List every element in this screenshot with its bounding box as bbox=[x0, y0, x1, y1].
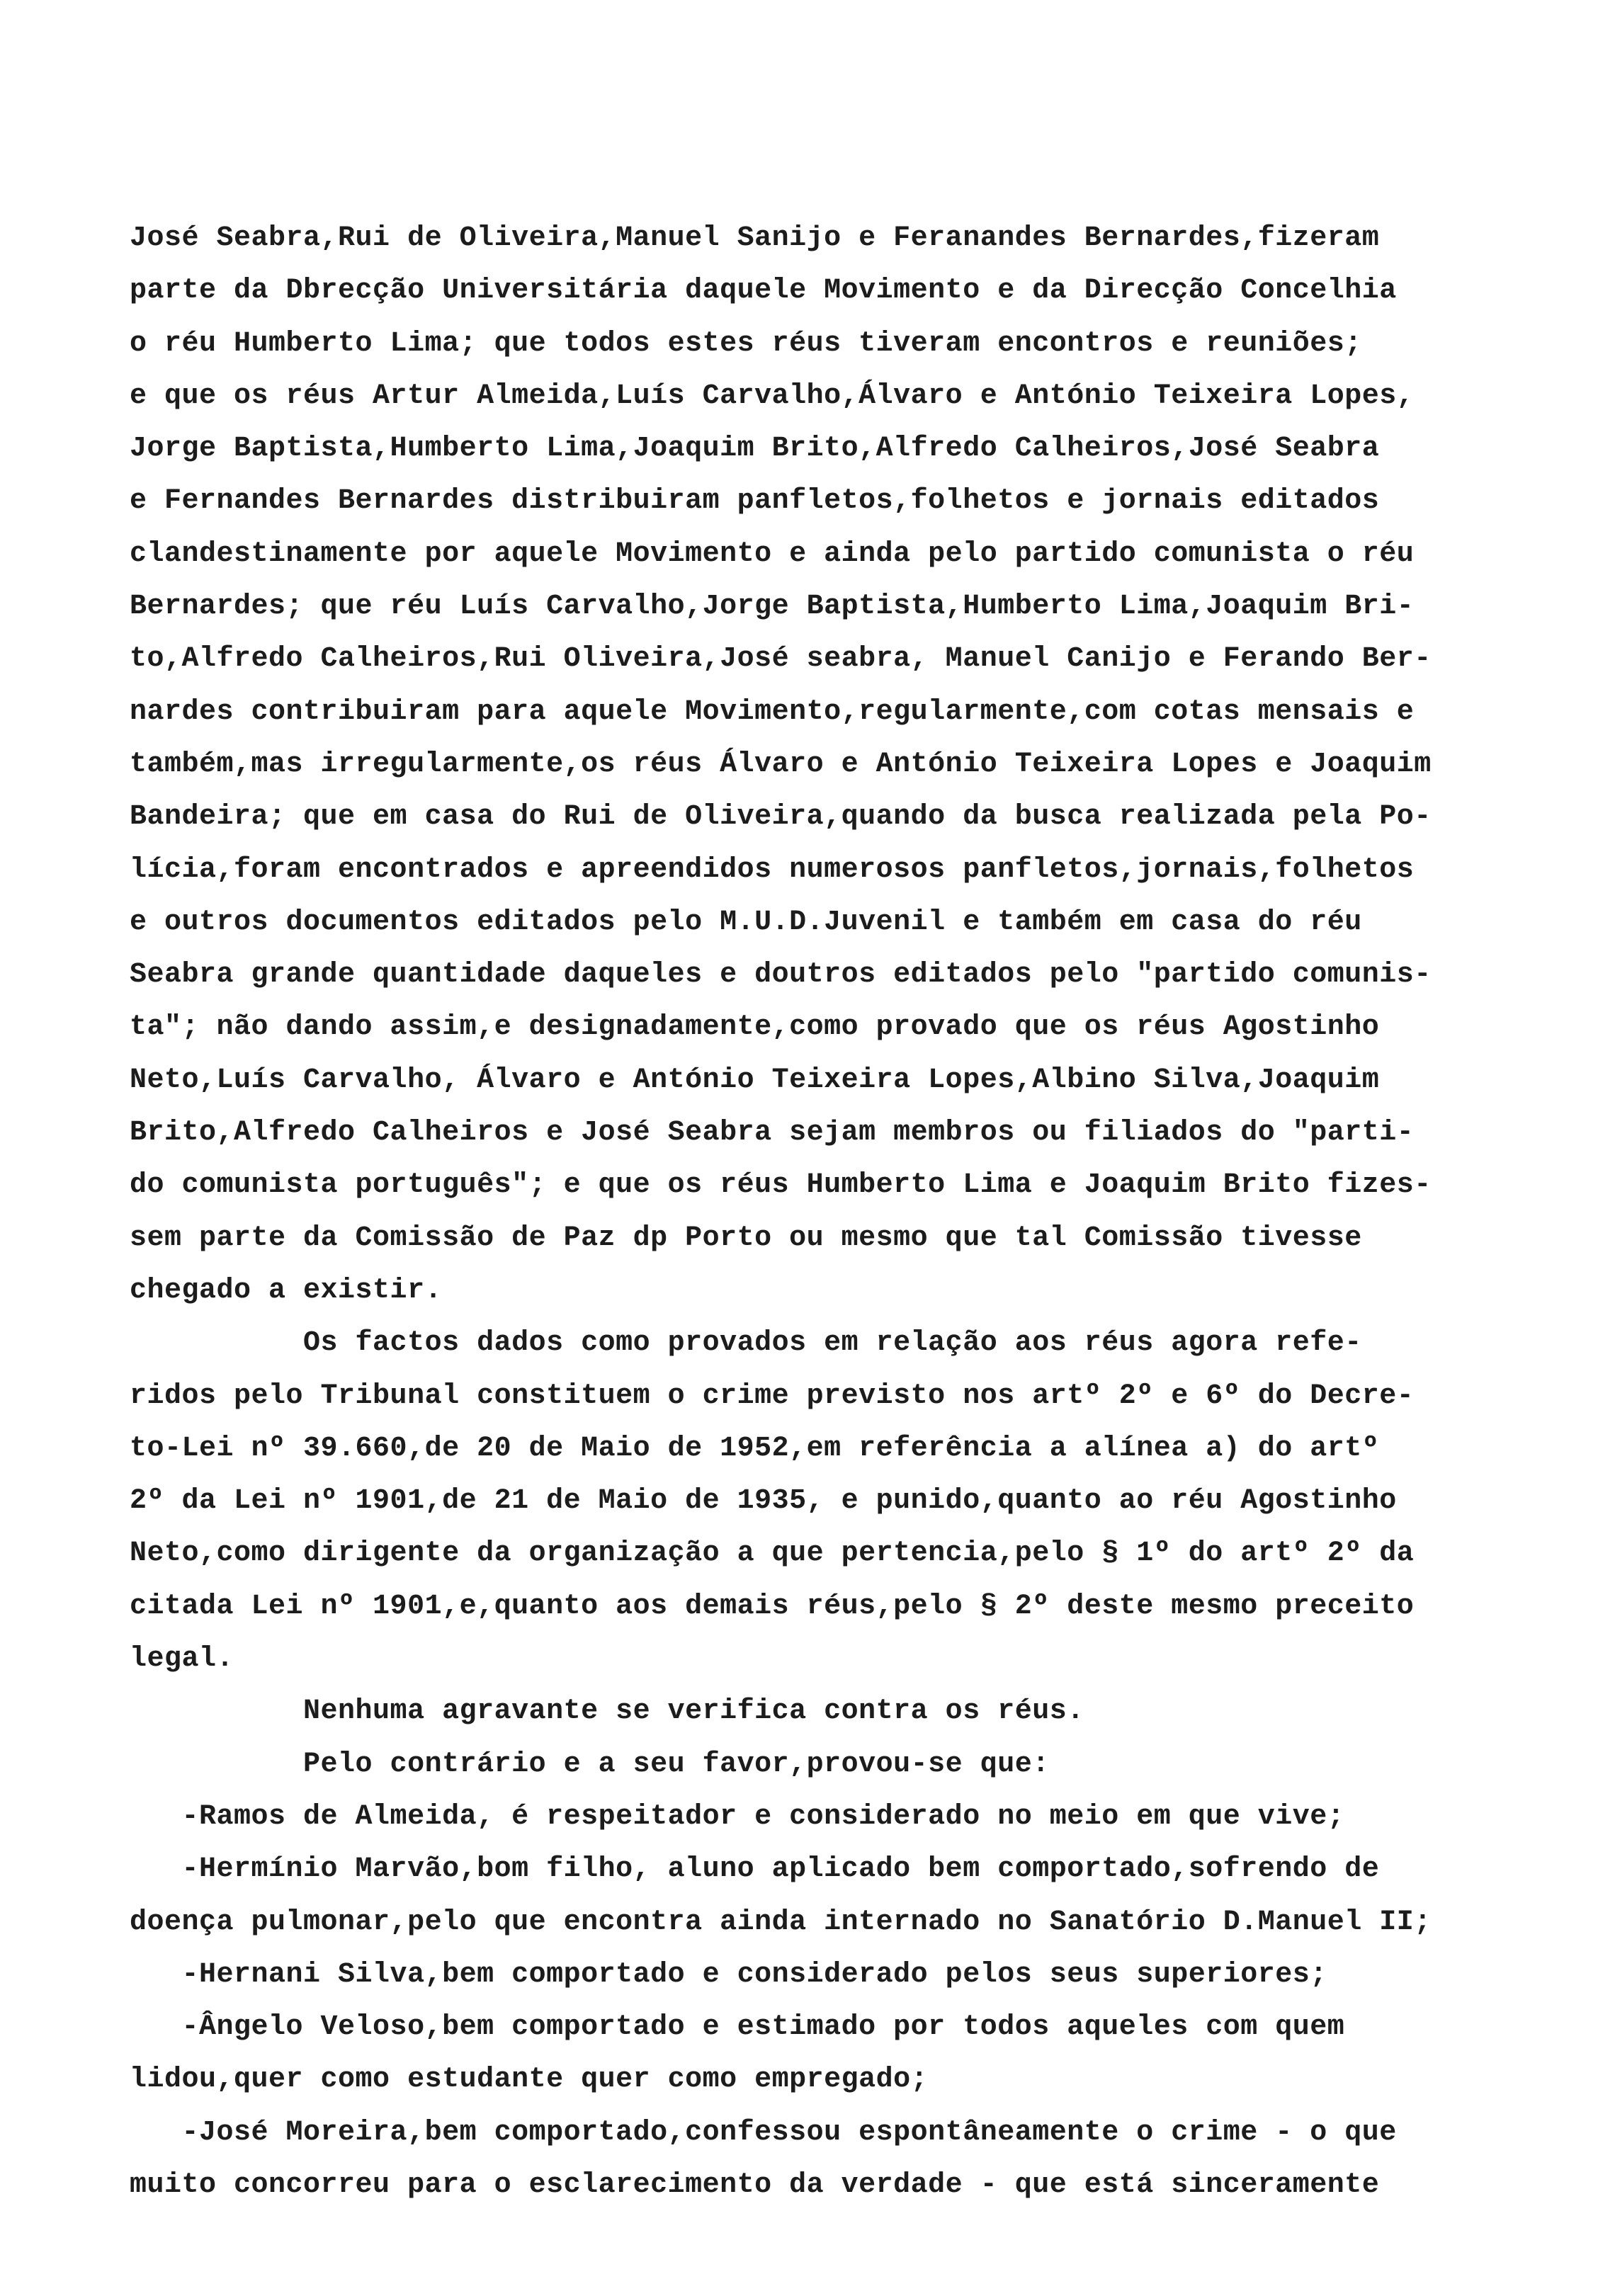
text-line: Os factos dados como provados em relação aos réus agora refe- bbox=[130, 1327, 1362, 1360]
text-line: do comunista português"; e que os réus Humberto Lima e Joaquim Brito fizes- bbox=[130, 1169, 1432, 1202]
text-line: o réu Humberto Lima; que todos estes réus tiveram encontros e reuniões; bbox=[130, 327, 1362, 360]
text-line: muito concorreu para o esclarecimento da verdade - que está sinceramente bbox=[130, 2169, 1380, 2201]
text-line: -Hernani Silva,bem comportado e considerado pelos seus superiores; bbox=[130, 1958, 1327, 1991]
text-line: sem parte da Comissão de Paz dp Porto ou mesmo que tal Comissão tivesse bbox=[130, 1222, 1362, 1254]
text-line: citada Lei nº 1901,e,quanto aos demais réus,pelo § 2º deste mesmo preceito bbox=[130, 1590, 1415, 1622]
text-line: Bernardes; que réu Luís Carvalho,Jorge Baptista,Humberto Lima,Joaquim Bri- bbox=[130, 591, 1415, 623]
text-line: e Fernandes Bernardes distribuiram panfletos,folhetos e jornais editados bbox=[130, 485, 1380, 518]
text-line: Jorge Baptista,Humberto Lima,Joaquim Brito,Alfredo Calheiros,José Seabra bbox=[130, 433, 1380, 465]
text-line: nardes contribuiram para aquele Movimento,regularmente,com cotas mensais e bbox=[130, 695, 1415, 728]
text-line: Neto,como dirigente da organização a que pertencia,pelo § 1º do artº 2º da bbox=[130, 1538, 1415, 1570]
text-line: 2º da Lei nº 1901,de 21 de Maio de 1935, e punido,quanto ao réu Agostinho bbox=[130, 1485, 1397, 1518]
text-line: José Seabra,Rui de Oliveira,Manuel Sanijo e Feranandes Bernardes,fizeram bbox=[130, 222, 1380, 254]
text-line: -Hermínio Marvão,bom filho, aluno aplicado bem comportado,sofrendo de bbox=[130, 1853, 1380, 1886]
text-line: lícia,foram encontrados e apreendidos numerosos panfletos,jornais,folhetos bbox=[130, 853, 1415, 886]
text-line: Bandeira; que em casa do Rui de Oliveira,quando da busca realizada pela Po- bbox=[130, 801, 1432, 834]
text-line: ridos pelo Tribunal constituem o crime previsto nos artº 2º e 6º do Decre- bbox=[130, 1380, 1415, 1412]
text-line: parte da Dbrecção Universitária daquele Movimento e da Direcção Concelhia bbox=[130, 275, 1397, 307]
text-line: também,mas irregularmente,os réus Álvaro e António Teixeira Lopes e Joaquim bbox=[130, 748, 1432, 780]
text-line: Seabra grande quantidade daqueles e doutros editados pelo "partido comunis- bbox=[130, 959, 1432, 991]
text-line: doença pulmonar,pelo que encontra ainda internado no Sanatório D.Manuel II; bbox=[130, 1906, 1432, 1938]
text-line: lidou,quer como estudante quer como empregado; bbox=[130, 2064, 929, 2096]
text-line: Neto,Luís Carvalho, Álvaro e António Teixeira Lopes,Albino Silva,Joaquim bbox=[130, 1064, 1380, 1096]
text-line: -Ângelo Veloso,bem comportado e estimado por todos aqueles com quem bbox=[130, 2011, 1345, 2044]
text-line: Brito,Alfredo Calheiros e José Seabra sejam membros ou filiados do "parti- bbox=[130, 1117, 1415, 1149]
text-line: legal. bbox=[130, 1643, 234, 1676]
text-line: ta"; não dando assim,e designadamente,como provado que os réus Agostinho bbox=[130, 1011, 1380, 1044]
text-line: e outros documentos editados pelo M.U.D.Juvenil e também em casa do réu bbox=[130, 906, 1362, 938]
text-line: Pelo contrário e a seu favor,provou-se que: bbox=[130, 1748, 1050, 1780]
text-line: e que os réus Artur Almeida,Luís Carvalho,Álvaro e António Teixeira Lopes, bbox=[130, 380, 1415, 412]
document-body bbox=[130, 212, 1511, 2212]
text-line: -José Moreira,bem comportado,confessou espontâneamente o crime - o que bbox=[130, 2116, 1397, 2149]
text-line: to,Alfredo Calheiros,Rui Oliveira,José seabra, Manuel Canijo e Ferando Ber- bbox=[130, 643, 1432, 676]
text-line: to-Lei nº 39.660,de 20 de Maio de 1952,em referência a alínea a) do artº bbox=[130, 1432, 1380, 1465]
text-line: chegado a existir. bbox=[130, 1274, 443, 1307]
text-line: clandestinamente por aquele Movimento e ainda pelo partido comunista o réu bbox=[130, 538, 1415, 570]
text-line: Nenhuma agravante se verifica contra os réus. bbox=[130, 1695, 1084, 1728]
text-line: -Ramos de Almeida, é respeitador e considerado no meio em que vive; bbox=[130, 1800, 1345, 1833]
